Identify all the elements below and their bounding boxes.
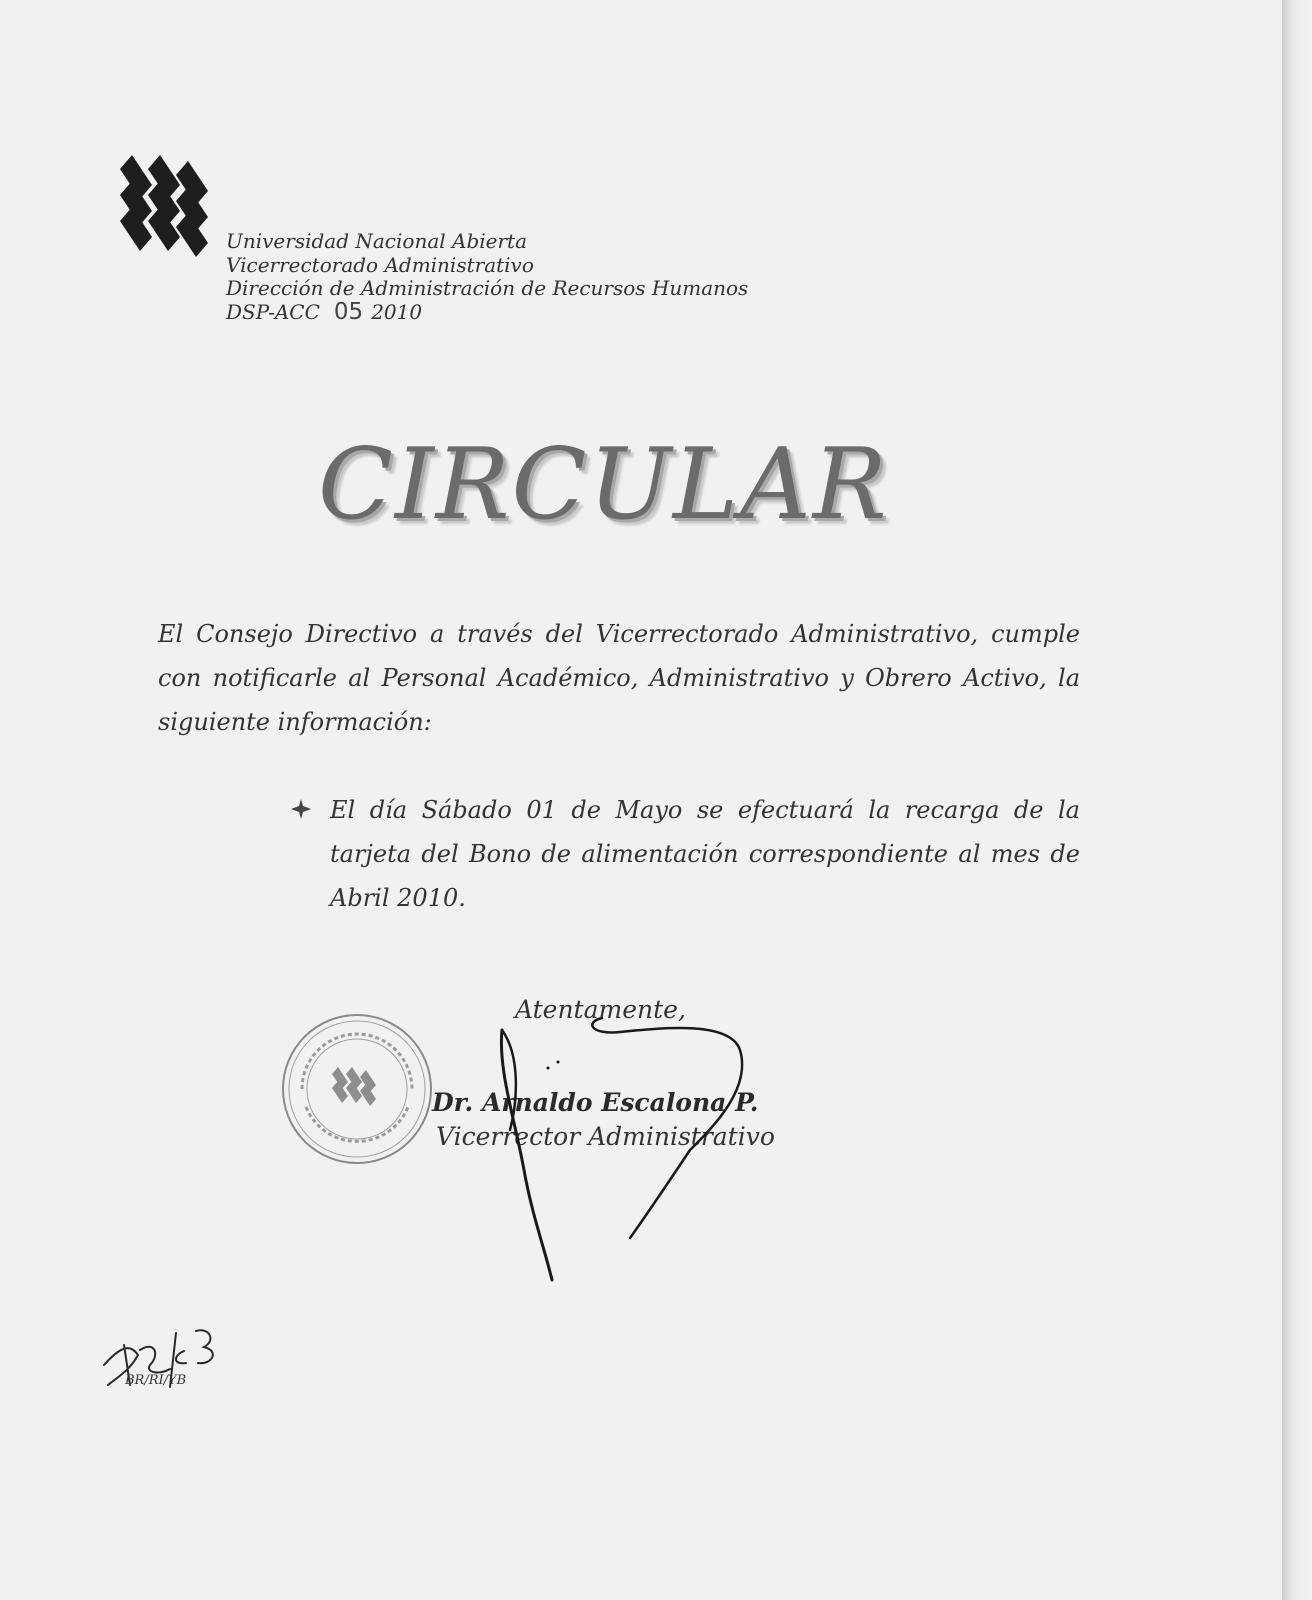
reference-number: 05 <box>333 298 364 325</box>
official-seal-icon <box>280 1012 434 1166</box>
university-logo-icon <box>118 155 210 261</box>
signatory-name: Dr. Arnaldo Escalona P. <box>432 1088 759 1117</box>
letterhead <box>226 230 748 324</box>
division-name: Dirección de Administración de Recursos Humanos <box>226 276 749 300</box>
signatory-title: Vicerrector Administrativo <box>436 1122 775 1151</box>
typist-initials: BR/RI/YB <box>125 1373 187 1388</box>
intro-paragraph: El Consejo Directivo a través del Vicerrectorado Administrativo, cumple con notificarle al Personal Académico, Administrativo y Obrero Activo, la siguiente información: <box>158 620 1080 736</box>
bullet-text: El día Sábado 01 de Mayo se efectuará la recarga de la tarjeta del Bono de alimentación correspondiente al mes de Abril 2010. <box>330 796 1080 912</box>
ornament-bullet-icon <box>290 798 312 820</box>
closing-salutation: Atentamente, <box>515 995 686 1024</box>
handwritten-signature-icon <box>490 1010 770 1310</box>
scan-edge <box>1282 0 1312 1600</box>
reference-year: 2010 <box>371 299 423 324</box>
reference-code <box>226 298 748 325</box>
document-title: CIRCULAR <box>318 428 889 542</box>
department-name: Vicerrectorado Administrativo <box>226 252 534 277</box>
reference-prefix: DSP-ACC <box>226 299 320 324</box>
institution-name: Universidad Nacional Abierta <box>226 229 527 253</box>
